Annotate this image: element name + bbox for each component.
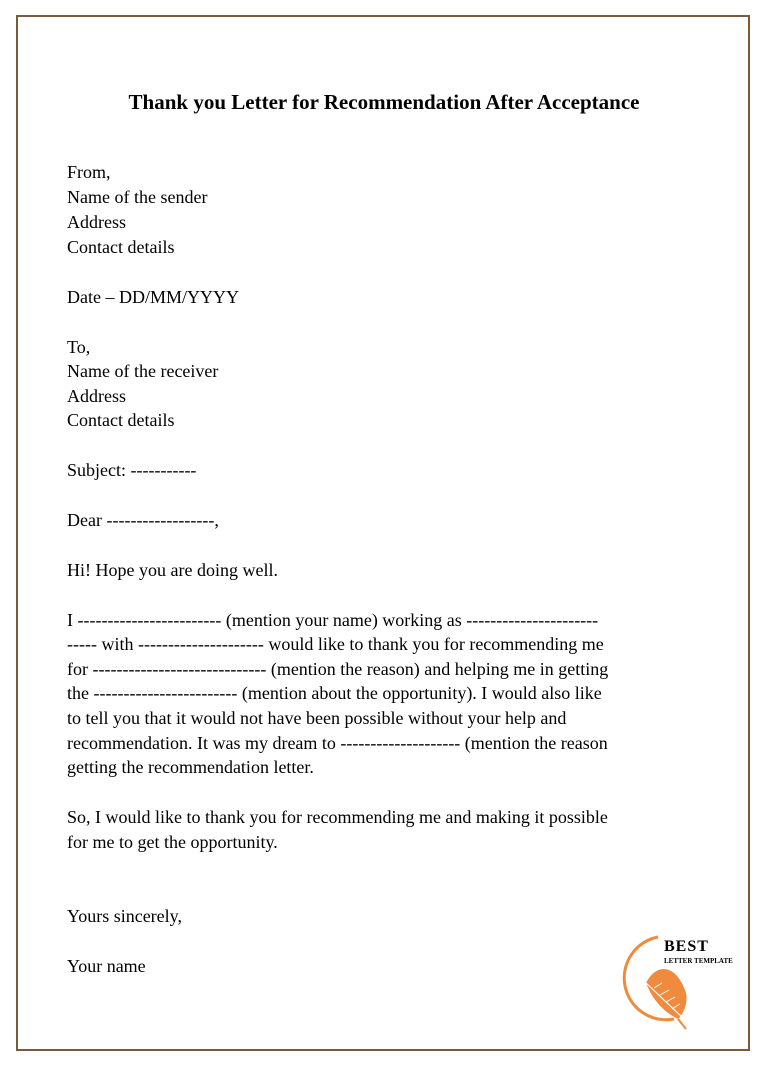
signature: Your name — [67, 956, 146, 976]
to-label: To, — [67, 337, 91, 357]
logo-text: BEST — [664, 938, 709, 955]
date-line: Date – DD/MM/YYYY — [67, 287, 239, 307]
body-line: ----- with --------------------- would like to thank you for recommending me — [67, 634, 604, 654]
body-line: to tell you that it would not have been possible without your help and — [67, 708, 567, 728]
receiver-address: Address — [67, 386, 126, 406]
from-label: From, — [67, 162, 111, 182]
body-line: getting the recommendation letter. — [67, 757, 314, 777]
body-line: for ----------------------------- (mention the reason) and helping me in getting — [67, 659, 609, 679]
sender-name: Name of the sender — [67, 187, 208, 207]
sender-contact: Contact details — [67, 237, 175, 257]
body-line: the ------------------------ (mention about the opportunity). I would also like — [67, 683, 602, 703]
subject-line: Subject: ----------- — [67, 460, 197, 480]
salutation: Dear ------------------, — [67, 510, 219, 530]
closing-line: So, I would like to thank you for recommending me and making it possible — [67, 807, 608, 827]
page-border — [16, 15, 750, 1051]
signoff: Yours sincerely, — [67, 906, 182, 926]
receiver-contact: Contact details — [67, 410, 175, 430]
greeting: Hi! Hope you are doing well. — [67, 560, 278, 580]
letter-title: Thank you Letter for Recommendation After Acceptance — [128, 90, 640, 114]
body-line: recommendation. It was my dream to -------------------- (mention the reason — [67, 733, 608, 753]
receiver-name: Name of the receiver — [67, 361, 219, 381]
logo-subtext: LETTER TEMPLATE — [664, 957, 733, 965]
body-line: I ------------------------ (mention your name) working as ---------------------- — [67, 610, 599, 630]
closing-line: for me to get the opportunity. — [67, 832, 278, 852]
sender-address: Address — [67, 212, 126, 232]
